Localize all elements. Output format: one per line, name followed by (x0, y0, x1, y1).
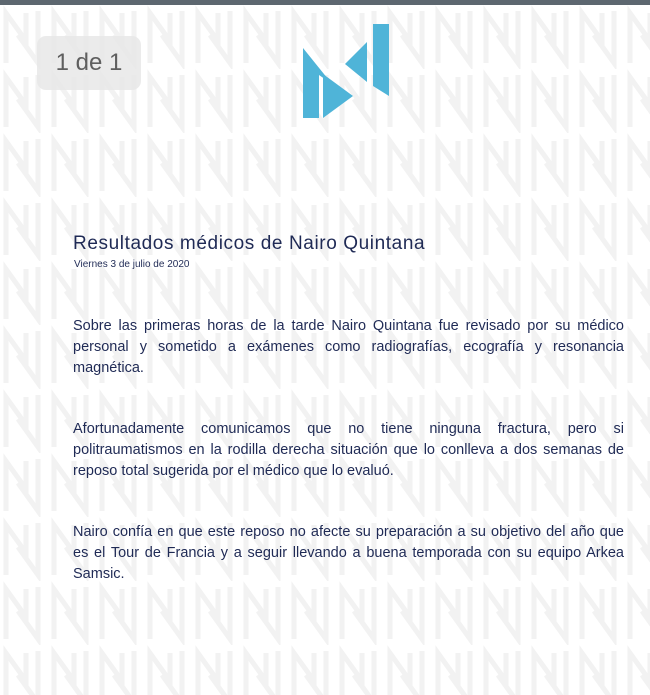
page-indicator-label: 1 de 1 (55, 49, 123, 76)
paragraph: Afortunadamente comunicamos que no tiene ninguna fractura, pero si politraumatismos en la rodilla derecha situación que lo conlleva a dos semanas de reposo total sugerida por el médico que lo evaluó. (73, 421, 624, 479)
document-title: Resultados médicos de Nairo Quintana (73, 233, 426, 254)
document-body (73, 232, 624, 585)
page-indicator (37, 36, 141, 90)
n-logo-icon (301, 24, 393, 118)
paragraph: Nairo confía en que este reposo no afecte su preparación a su objetivo del año que es el Tour de Francia y a seguir llevando a buena temporada con su equipo Arkea Samsic. (73, 524, 624, 582)
document-date: Viernes 3 de julio de 2020 (74, 259, 190, 270)
paragraph: Sobre las primeras horas de la tarde Nairo Quintana fue revisado por su médico personal y sometido a exámenes como radiografías, ecografía y resonancia magnética. (73, 318, 624, 376)
